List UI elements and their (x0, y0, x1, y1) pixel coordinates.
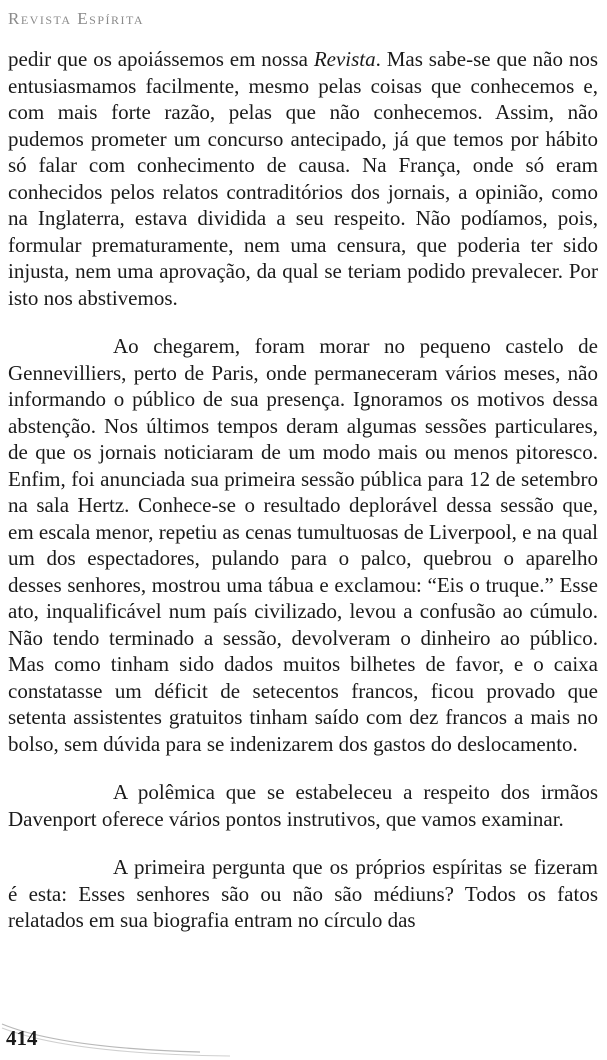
paragraph-1-text-start: pedir que os apoiássemos em nossa (8, 47, 314, 71)
paragraph-3: A polêmica que se estabeleceu a respeito dos irmãos Davenport oferece vários pontos instrutivos, que vamos examinar. (8, 780, 598, 831)
page-footer (0, 1018, 607, 1060)
paragraph-1-italic-title: Revista (313, 47, 376, 71)
running-header: Revista Espírita (8, 9, 145, 28)
paragraph-1-text-end: . Mas sabe-se que não nos entusiasmamos facilmente, mesmo pelas coisas que conhecemos e, com mais forte razão, pelas que não conhecemos. Assim, não pudemos prometer um concurso antecipado, já que temos por hábito só falar com conhecimento de causa. Na França, onde só eram conhecidos pelos relatos contraditórios dos jornais, a opinião, como na Inglaterra, estava dividida a seu respeito. Não podíamos, pois, formular prematuramente, nem uma censura, que poderia ter sido injusta, nem uma aprovação, da qual se teriam podido prevalecer. Por isto nos abstivemos. (8, 47, 598, 310)
page-number: 414 (6, 1026, 38, 1050)
paragraph-4: A primeira pergunta que os próprios espíritas se fizeram é esta: Esses senhores são ou não são médiuns? Todos os fatos relatados em sua biografia entram no círculo das (8, 855, 598, 932)
paragraph-2: Ao chegarem, foram morar no pequeno castelo de Gennevilliers, perto de Paris, onde permaneceram vários meses, não informando o público de sua presença. Ignoramos os motivos dessa abstenção. Nos últimos tempos deram algumas sessões particulares, de que os jornais noticiaram de um modo mais ou menos pitoresco. Enfim, foi anunciada sua primeira sessão pública para 12 de setembro na sala Hertz. Conhece-se o resultado deplorável dessa sessão que, em escala menor, repetiu as cenas tumultuosas de Liverpool, e na qual um dos espectadores, pulando para o palco, quebrou o aparelho desses senhores, mostrou uma tábua e exclamou: “Eis o truque.” Esse ato, inqualificável num país civilizado, levou a confusão ao cúmulo. Não tendo terminado a sessão, devolveram o dinheiro ao público. Mas como tinham sido dados muitos bilhetes de favor, e o caixa constatasse um déficit de setecentos francos, ficou provado que setenta assistentes gratuitos tinham saído com dez francos a mais no bolso, sem dúvida para se indenizarem dos gastos do deslocamento. (8, 334, 598, 756)
paragraph-1 (8, 46, 598, 311)
page-body (8, 46, 598, 934)
